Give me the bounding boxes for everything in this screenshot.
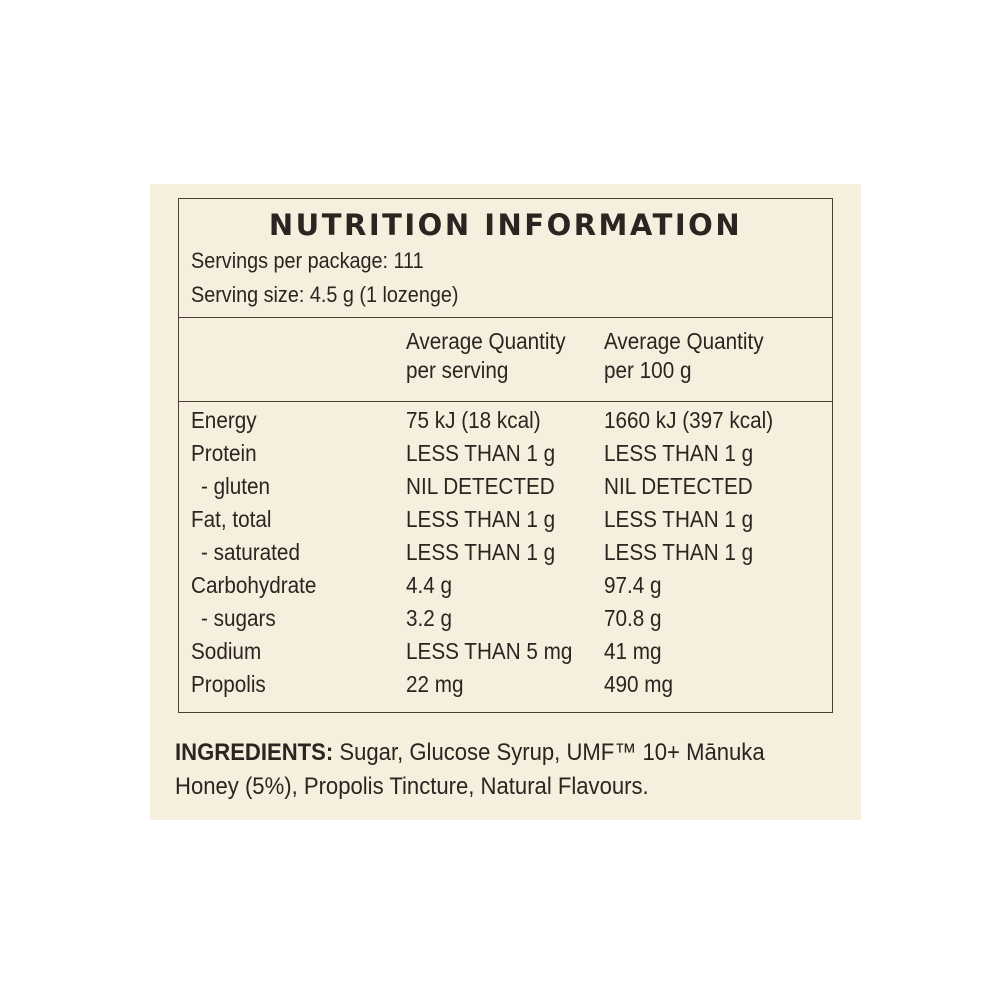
nutrient-row [179, 437, 832, 470]
nutrient-per-serving: LESS THAN 1 g [406, 440, 556, 466]
nutrient-per-serving: LESS THAN 1 g [406, 539, 556, 565]
nutrient-row [179, 470, 832, 503]
nutrition-panel [150, 184, 861, 820]
servings-per-package: Servings per package: 111 [191, 248, 424, 273]
column-header-per-serving [406, 327, 566, 385]
nutrient-row [179, 536, 832, 569]
nutrient-per-serving: 3.2 g [406, 605, 453, 631]
nutrition-information-table [178, 198, 833, 713]
divider-top [179, 317, 832, 318]
nutrient-per-100g: NIL DETECTED [604, 473, 753, 499]
nutrient-per-100g: 97.4 g [604, 572, 662, 598]
nutrient-row [179, 404, 832, 437]
nutrient-per-serving: LESS THAN 5 mg [406, 638, 573, 664]
nutrient-per-serving: 4.4 g [406, 572, 453, 598]
nutrient-per-100g: LESS THAN 1 g [604, 506, 754, 532]
nutrient-per-serving: 22 mg [406, 671, 464, 697]
nutrient-per-100g: 41 mg [604, 638, 662, 664]
nutrient-per-100g: 1660 kJ (397 kcal) [604, 407, 774, 433]
ingredients-text: Sugar, Glucose Syrup, UMF™ 10+ Mānuka Honey (5%), Propolis Tincture, Natural Flavours. [175, 739, 765, 800]
nutrient-name: Protein [191, 440, 257, 466]
nutrient-per-100g: 70.8 g [604, 605, 662, 631]
column-header-per-100g [604, 327, 764, 385]
nutrient-name: Energy [191, 407, 257, 433]
column-header-line: per serving [406, 357, 509, 383]
nutrient-name: Carbohydrate [191, 572, 317, 598]
nutrient-row [179, 635, 832, 668]
ingredients-label: INGREDIENTS: [175, 739, 334, 766]
nutrient-name: Fat, total [191, 506, 272, 532]
ingredients-statement [175, 736, 819, 804]
nutrient-rows [179, 404, 832, 701]
nutrient-per-100g: 490 mg [604, 671, 674, 697]
nutrient-per-serving: LESS THAN 1 g [406, 506, 556, 532]
nutrient-name: - saturated [201, 539, 300, 565]
nutrition-title: NUTRITION INFORMATION [268, 208, 743, 242]
nutrient-per-100g: LESS THAN 1 g [604, 539, 754, 565]
nutrient-per-serving: 75 kJ (18 kcal) [406, 407, 541, 433]
column-header-line: Average Quantity [604, 328, 764, 354]
nutrient-name: Sodium [191, 638, 262, 664]
nutrient-row [179, 602, 832, 635]
nutrient-name: Propolis [191, 671, 266, 697]
serving-size: Serving size: 4.5 g (1 lozenge) [191, 282, 459, 307]
nutrient-per-100g: LESS THAN 1 g [604, 440, 754, 466]
nutrient-row [179, 503, 832, 536]
nutrient-per-serving: NIL DETECTED [406, 473, 555, 499]
nutrient-row [179, 668, 832, 701]
column-header-line: Average Quantity [406, 328, 566, 354]
nutrient-name: - sugars [201, 605, 276, 631]
nutrient-row [179, 569, 832, 602]
nutrient-name: - gluten [201, 473, 271, 499]
divider-header [179, 401, 832, 402]
column-header-line: per 100 g [604, 357, 692, 383]
